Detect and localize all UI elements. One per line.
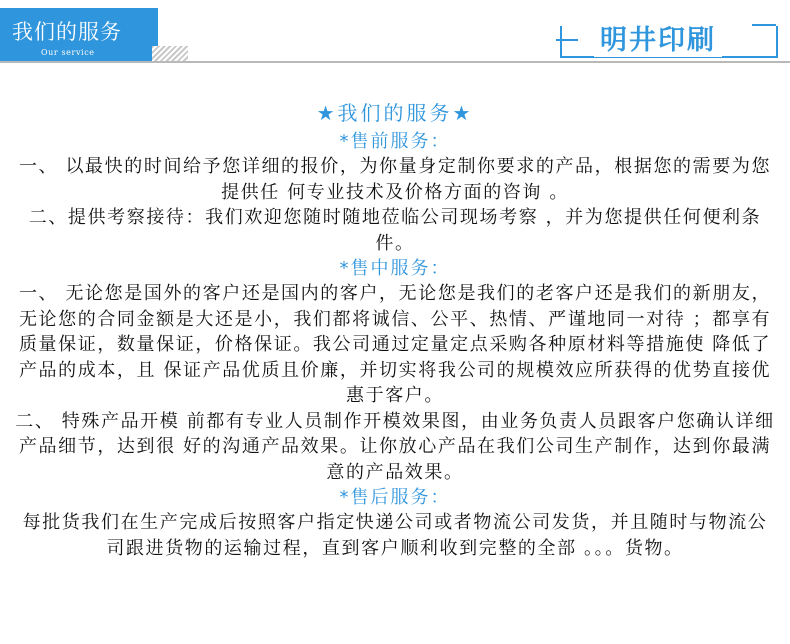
service-content xyxy=(14,97,776,561)
pre-sale-paragraph-1: 一、 以最快的时间给予您详细的报价，为你量身定制你要求的产品，根据您的需要为您提供任 何专业技术及价格方面的咨询 。 xyxy=(18,156,772,203)
tab-stripe-decoration xyxy=(152,46,188,61)
section-heading-after-sale: *售后服务： xyxy=(339,487,451,508)
page-title: ★我们的服务★ xyxy=(316,101,474,125)
pre-sale-paragraph-2: 二、提供考察接待：我们欢迎您随时随地莅临公司现场考察 ，并为您提供任何便利条件。 xyxy=(28,207,762,254)
brand-name: 明井印刷 xyxy=(594,18,722,57)
brand-frame-corner xyxy=(752,24,776,26)
section-heading-pre-sale: *售前服务： xyxy=(339,131,451,152)
header-banner xyxy=(0,0,790,86)
section-heading-in-sale: *售中服务： xyxy=(339,258,451,279)
in-sale-paragraph-2: 二、 特殊产品开模 前都有专业人员制作开模效果图，由业务负责人员跟客户您确认详细产品细节，达到很 好的沟通产品效果。让你放心产品在我们公司生产制作，达到你最满意的产品效果。 xyxy=(15,410,775,483)
tab-subtitle: Our service xyxy=(41,48,95,57)
section-tab xyxy=(0,8,158,61)
tab-title: 我们的服务 xyxy=(12,20,122,44)
in-sale-paragraph-1: 一、 无论您是国外的客户还是国内的客户，无论您是我们的老客户还是我们的新朋友，无论您的合同金额是大还是小，我们都将诚信、公平、热情、严谨地同一对待 ；都享有质量保证，数量保证，价格保证。我公司通过定量定点采购各种原材料等措施使 降低了产品的成本，且 保证产品优质且价廉，并切实将我公司的规模效应所获得的优势直接优惠于客户。 xyxy=(18,283,772,406)
header-divider xyxy=(0,61,790,63)
brand-frame-mark xyxy=(556,39,578,41)
after-sale-paragraph-1: 每批货我们在生产完成后按照客户指定快递公司或者物流公司发货，并且随时与物流公司跟进货物的运输过程，直到客户顺利收到完整的全部 。。。货物。 xyxy=(22,512,768,559)
